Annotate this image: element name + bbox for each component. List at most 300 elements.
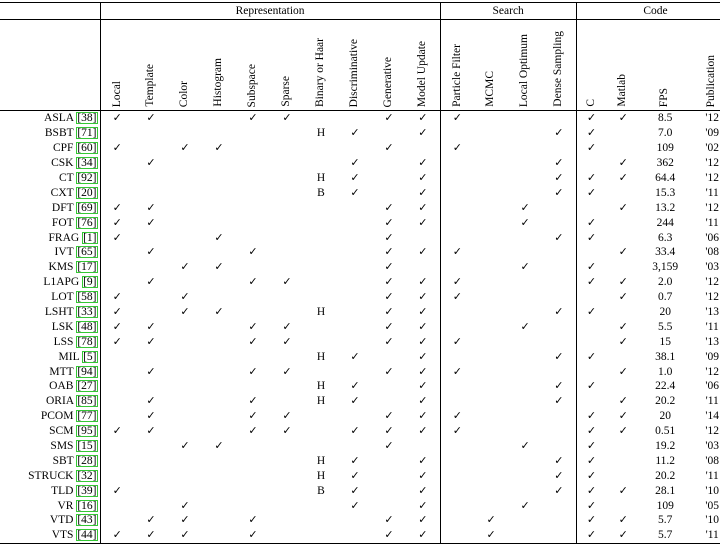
cell-local-optimum <box>508 394 542 409</box>
cell-subspace <box>236 305 270 320</box>
cell-dense-sampling: ✓ <box>554 483 564 497</box>
cell-color <box>168 453 202 468</box>
cell-discriminative <box>338 319 372 334</box>
cell-fps: 5.7 <box>658 514 673 527</box>
cell-discriminative <box>338 230 372 245</box>
cell-model-update: ✓ <box>418 126 428 140</box>
cell-c <box>576 364 606 379</box>
tracker-name-cell <box>0 171 100 186</box>
cell-dense-sampling <box>542 111 576 126</box>
cell-particle-filter <box>440 126 474 141</box>
table-row <box>0 200 720 215</box>
cell-histogram <box>202 409 236 424</box>
citation-link[interactable]: [15] <box>77 440 97 453</box>
cell-matlab <box>606 468 640 483</box>
tracker-name-cell <box>0 305 100 320</box>
cell-subspace <box>236 439 270 454</box>
cell-c <box>576 334 606 349</box>
cell-sparse: ✓ <box>282 334 292 348</box>
group-search: Search <box>440 3 576 20</box>
cell-sparse <box>270 260 304 275</box>
cell-color <box>168 349 202 364</box>
cell-dense-sampling: ✓ <box>554 379 564 393</box>
cell-discriminative <box>338 215 372 230</box>
cell-particle-filter: ✓ <box>440 424 474 439</box>
cell-particle-filter <box>440 498 474 513</box>
cell-dense-sampling <box>542 424 576 439</box>
cell-particle-filter <box>440 215 474 230</box>
cell-mcmc <box>474 483 508 498</box>
cell-c <box>576 319 606 334</box>
cell-template: ✓ <box>146 319 156 333</box>
cell-sparse: ✓ <box>282 424 292 438</box>
cell-publication: '10 <box>705 484 719 497</box>
cell-generative: ✓ <box>384 260 394 274</box>
cell-c: ✓ <box>576 230 606 245</box>
citation-link[interactable]: [5] <box>83 350 97 363</box>
cell-dense-sampling: ✓ <box>554 349 564 363</box>
citation-link[interactable]: [60] <box>77 142 97 155</box>
citation-link[interactable]: [33] <box>77 306 97 319</box>
cell-sparse <box>270 185 304 200</box>
cell-template: ✓ <box>146 334 156 348</box>
cell-particle-filter <box>440 156 474 171</box>
cell-subspace <box>236 260 270 275</box>
cell-local-optimum <box>508 290 542 305</box>
cell-model-update: ✓ <box>418 275 428 289</box>
cell-discriminative: ✓ <box>350 424 360 438</box>
cell-local <box>100 260 134 275</box>
cell-dense-sampling: ✓ <box>554 156 564 170</box>
cell-particle-filter <box>440 528 474 543</box>
cell-binary-or-haar <box>304 409 338 424</box>
cell-matlab <box>606 230 640 245</box>
cell-color <box>168 483 202 498</box>
cell-histogram: ✓ <box>214 141 224 155</box>
citation-link[interactable]: [69] <box>77 201 97 214</box>
citation-link[interactable]: [95] <box>77 425 97 438</box>
cell-particle-filter <box>440 230 474 245</box>
cell-template: ✓ <box>146 215 156 229</box>
cell-local-optimum: ✓ <box>520 260 530 274</box>
cell-generative <box>372 498 406 513</box>
tracker-name: LSS <box>53 335 74 348</box>
citation-link[interactable]: [92] <box>77 172 97 184</box>
cell-particle-filter <box>440 439 474 454</box>
cell-matlab: ✓ <box>618 424 628 438</box>
cell-template <box>134 349 168 364</box>
citation-link[interactable]: [17] <box>77 261 97 274</box>
citation-link[interactable]: [27] <box>77 380 97 393</box>
citation-link[interactable]: [43] <box>77 514 97 527</box>
cell-c: ✓ <box>576 468 606 483</box>
cell-model-update: ✓ <box>418 200 428 214</box>
tracker-comparison-table <box>0 2 720 544</box>
cell-publication: '11 <box>705 320 719 333</box>
cell-color <box>168 215 202 230</box>
table-row <box>0 171 720 186</box>
cell-binary-or-haar <box>304 319 338 334</box>
citation-link[interactable]: [1] <box>83 231 97 244</box>
cell-model-update: ✓ <box>418 424 428 438</box>
cell-generative <box>372 468 406 483</box>
corner-cell-lower <box>0 20 100 111</box>
cell-histogram <box>202 200 236 215</box>
cell-model-update: ✓ <box>418 513 428 527</box>
cell-dense-sampling <box>542 439 576 454</box>
citation-link[interactable]: [34] <box>77 157 97 170</box>
cell-mcmc <box>474 394 508 409</box>
cell-mcmc <box>474 468 508 483</box>
corner-cell <box>0 3 100 20</box>
cell-publication: '03 <box>705 261 719 274</box>
cell-fps: 20.2 <box>655 395 676 408</box>
table-row <box>0 319 720 334</box>
citation-link[interactable]: [58] <box>77 291 97 304</box>
table-header <box>0 3 720 111</box>
cell-discriminative: ✓ <box>350 498 360 512</box>
table-row <box>0 379 720 394</box>
cell-discriminative: ✓ <box>350 349 360 363</box>
cell-color <box>168 171 202 186</box>
cell-c <box>576 290 606 305</box>
cell-particle-filter <box>440 394 474 409</box>
cell-particle-filter <box>440 349 474 364</box>
cell-generative: ✓ <box>384 513 394 527</box>
cell-binary-or-haar: H <box>316 127 326 140</box>
tracker-name: CSK <box>51 157 74 170</box>
cell-dense-sampling <box>542 364 576 379</box>
table-row <box>0 528 720 543</box>
cell-color: ✓ <box>180 290 190 304</box>
citation-link[interactable]: [32] <box>77 469 97 482</box>
tracker-name-cell <box>0 439 100 454</box>
cell-particle-filter: ✓ <box>440 290 474 305</box>
cell-discriminative <box>338 513 372 528</box>
cell-color: ✓ <box>180 439 190 453</box>
cell-mcmc: ✓ <box>474 528 508 543</box>
cell-c: ✓ <box>576 528 606 543</box>
cell-c: ✓ <box>576 453 606 468</box>
cell-particle-filter <box>440 513 474 528</box>
citation-link[interactable]: [85] <box>77 395 97 408</box>
cell-matlab: ✓ <box>618 200 628 214</box>
tracker-name: DFT <box>51 201 74 214</box>
cell-c: ✓ <box>576 424 606 439</box>
cell-binary-or-haar <box>304 439 338 454</box>
citation-link[interactable]: [76] <box>77 216 97 229</box>
cell-sparse <box>270 230 304 245</box>
cell-mcmc <box>474 245 508 260</box>
cell-fps: 3,159 <box>652 261 679 274</box>
cell-histogram <box>202 453 236 468</box>
cell-matlab: ✓ <box>618 245 628 259</box>
tracker-name-cell <box>0 319 100 334</box>
tracker-name: SCM <box>49 425 74 438</box>
cell-histogram <box>202 334 236 349</box>
cell-discriminative <box>338 305 372 320</box>
citation-link[interactable]: [9] <box>83 276 97 289</box>
cell-histogram <box>202 483 236 498</box>
cell-histogram <box>202 319 236 334</box>
citation-link[interactable]: [38] <box>77 112 97 125</box>
cell-histogram <box>202 394 236 409</box>
cell-generative: ✓ <box>384 305 394 319</box>
cell-discriminative <box>338 364 372 379</box>
cell-histogram <box>202 349 236 364</box>
cell-sparse <box>270 513 304 528</box>
cell-subspace <box>236 230 270 245</box>
cell-fps: 6.3 <box>658 231 673 244</box>
cell-mcmc <box>474 409 508 424</box>
table-row <box>0 260 720 275</box>
cell-histogram <box>202 528 236 543</box>
cell-template <box>134 498 168 513</box>
cell-binary-or-haar <box>304 111 338 126</box>
cell-matlab <box>606 453 640 468</box>
tracker-name: SBT <box>52 454 74 467</box>
group-code: Code <box>576 3 720 20</box>
cell-matlab <box>606 349 640 364</box>
citation-link[interactable]: [44] <box>77 529 97 542</box>
cell-model-update: ✓ <box>418 290 428 304</box>
cell-subspace <box>236 156 270 171</box>
cell-dense-sampling: ✓ <box>554 394 564 408</box>
column-header-c: C <box>576 20 606 111</box>
table-row <box>0 230 720 245</box>
cell-subspace <box>236 185 270 200</box>
tracker-name-cell <box>0 349 100 364</box>
citation-link[interactable]: [39] <box>77 484 97 497</box>
cell-c: ✓ <box>576 513 606 528</box>
tracker-name-cell <box>0 200 100 215</box>
cell-local: ✓ <box>100 483 134 498</box>
cell-particle-filter: ✓ <box>440 334 474 349</box>
cell-model-update: ✓ <box>418 394 428 408</box>
cell-mcmc <box>474 141 508 156</box>
cell-binary-or-haar <box>304 334 338 349</box>
cell-publication: '11 <box>705 216 719 229</box>
cell-publication: '13 <box>705 335 719 348</box>
cell-template: ✓ <box>146 275 156 289</box>
tracker-name-cell <box>0 156 100 171</box>
cell-particle-filter: ✓ <box>440 111 474 126</box>
cell-matlab <box>606 260 640 275</box>
cell-generative <box>372 185 406 200</box>
cell-local-optimum <box>508 334 542 349</box>
cell-generative: ✓ <box>384 334 394 348</box>
tracker-name: LSHT <box>44 306 74 319</box>
tracker-name: VR <box>57 499 74 512</box>
cell-mcmc <box>474 260 508 275</box>
cell-c: ✓ <box>576 439 606 454</box>
table-row <box>0 275 720 290</box>
cell-histogram <box>202 364 236 379</box>
cell-matlab: ✓ <box>618 409 628 423</box>
cell-model-update <box>406 260 440 275</box>
cell-local-optimum: ✓ <box>520 498 530 512</box>
citation-link[interactable]: [65] <box>77 246 97 259</box>
cell-discriminative <box>338 260 372 275</box>
tracker-name: SMS <box>50 440 74 453</box>
cell-model-update: ✓ <box>418 364 428 378</box>
column-header-model-update: Model Update <box>406 20 440 111</box>
cell-binary-or-haar <box>304 245 338 260</box>
cell-discriminative <box>338 111 372 126</box>
cell-binary-or-haar <box>304 200 338 215</box>
tracker-name: CPF <box>52 142 74 155</box>
cell-dense-sampling: ✓ <box>554 185 564 199</box>
cell-c: ✓ <box>576 260 606 275</box>
cell-local: ✓ <box>100 290 134 305</box>
tracker-name-cell <box>0 379 100 394</box>
tracker-name-cell <box>0 141 100 156</box>
cell-fps: 15.3 <box>655 186 676 199</box>
citation-link[interactable]: [94] <box>77 365 97 378</box>
cell-binary-or-haar <box>304 230 338 245</box>
cell-dense-sampling: ✓ <box>554 305 564 319</box>
cell-local-optimum <box>508 468 542 483</box>
table-row <box>0 409 720 424</box>
cell-local <box>100 126 134 141</box>
cell-binary-or-haar <box>304 290 338 305</box>
tracker-name: VTS <box>51 529 74 542</box>
cell-histogram <box>202 513 236 528</box>
cell-model-update: ✓ <box>418 111 428 125</box>
tracker-name-cell <box>0 483 100 498</box>
cell-publication: '12 <box>705 365 719 378</box>
cell-fps: 22.4 <box>655 380 676 393</box>
cell-dense-sampling <box>542 275 576 290</box>
cell-local-optimum <box>508 126 542 141</box>
cell-local: ✓ <box>100 215 134 230</box>
cell-sparse <box>270 290 304 305</box>
tracker-name-cell <box>0 215 100 230</box>
cell-generative: ✓ <box>384 319 394 333</box>
cell-dense-sampling <box>542 200 576 215</box>
table-row <box>0 215 720 230</box>
cell-template: ✓ <box>146 245 156 259</box>
cell-local-optimum <box>508 111 542 126</box>
cell-histogram <box>202 215 236 230</box>
tracker-name: LOT <box>51 291 74 304</box>
citation-link[interactable]: [16] <box>77 499 97 512</box>
cell-binary-or-haar: H <box>316 454 326 467</box>
cell-subspace <box>236 483 270 498</box>
cell-dense-sampling <box>542 215 576 230</box>
cell-histogram <box>202 126 236 141</box>
cell-subspace <box>236 379 270 394</box>
cell-mcmc <box>474 379 508 394</box>
cell-matlab <box>606 439 640 454</box>
tracker-name: L1APG <box>43 276 80 289</box>
cell-matlab <box>606 141 640 156</box>
cell-c: ✓ <box>576 141 606 156</box>
cell-particle-filter <box>440 379 474 394</box>
cell-mcmc <box>474 230 508 245</box>
cell-c: ✓ <box>576 185 606 200</box>
cell-generative: ✓ <box>384 200 394 214</box>
cell-subspace <box>236 171 270 186</box>
cell-sparse <box>270 245 304 260</box>
cell-matlab: ✓ <box>618 483 628 497</box>
table-row <box>0 185 720 200</box>
cell-discriminative: ✓ <box>350 453 360 467</box>
cell-model-update: ✓ <box>418 379 428 393</box>
cell-color: ✓ <box>180 141 190 155</box>
cell-fps: 1.0 <box>658 365 673 378</box>
column-header-publication: Publication <box>690 20 720 111</box>
cell-template: ✓ <box>146 200 156 214</box>
cell-particle-filter <box>440 200 474 215</box>
cell-model-update: ✓ <box>418 215 428 229</box>
tracker-name-cell <box>0 230 100 245</box>
table-row <box>0 394 720 409</box>
cell-discriminative: ✓ <box>350 483 360 497</box>
table-row <box>0 498 720 513</box>
cell-dense-sampling: ✓ <box>554 171 564 184</box>
cell-fps: 362 <box>656 157 674 170</box>
tracker-name: ASLA <box>44 112 74 125</box>
cell-histogram <box>202 498 236 513</box>
cell-binary-or-haar: H <box>316 395 326 408</box>
tracker-name-cell <box>0 468 100 483</box>
cell-local: ✓ <box>100 200 134 215</box>
cell-fps: 244 <box>656 216 674 229</box>
cell-local-optimum <box>508 349 542 364</box>
citation-link[interactable]: [28] <box>77 454 97 467</box>
tracker-name-cell <box>0 453 100 468</box>
cell-local-optimum: ✓ <box>520 215 530 229</box>
cell-fps: 13.2 <box>655 201 676 214</box>
cell-local-optimum <box>508 230 542 245</box>
cell-mcmc: ✓ <box>486 513 496 527</box>
cell-generative <box>372 156 406 171</box>
table-row <box>0 141 720 156</box>
cell-binary-or-haar <box>304 513 338 528</box>
cell-dense-sampling <box>542 319 576 334</box>
cell-local <box>100 349 134 364</box>
column-header-histogram: Histogram <box>202 20 236 111</box>
cell-histogram <box>202 290 236 305</box>
citation-link[interactable]: [48] <box>77 320 97 333</box>
cell-sparse: ✓ <box>282 409 292 423</box>
cell-local-optimum <box>508 275 542 290</box>
cell-template <box>134 453 168 468</box>
citation-link[interactable]: [78] <box>77 335 97 348</box>
cell-fps: 20.2 <box>655 469 676 482</box>
cell-dense-sampling: ✓ <box>554 453 564 467</box>
cell-matlab: ✓ <box>618 111 628 125</box>
cell-generative: ✓ <box>384 364 394 378</box>
table-row <box>0 334 720 349</box>
cell-matlab: ✓ <box>618 513 628 527</box>
cell-particle-filter: ✓ <box>440 275 474 290</box>
cell-fps: 8.5 <box>658 112 673 125</box>
citation-link[interactable]: [20] <box>77 186 97 199</box>
cell-color <box>168 185 202 200</box>
citation-link[interactable]: [77] <box>77 410 97 423</box>
cell-subspace: ✓ <box>248 319 258 333</box>
citation-link[interactable]: [71] <box>77 127 97 140</box>
cell-mcmc <box>474 200 508 215</box>
cell-generative <box>372 349 406 364</box>
cell-matlab <box>606 498 640 513</box>
cell-fps: 0.7 <box>658 291 673 304</box>
cell-model-update: ✓ <box>418 453 428 467</box>
cell-local <box>100 453 134 468</box>
cell-discriminative <box>338 275 372 290</box>
